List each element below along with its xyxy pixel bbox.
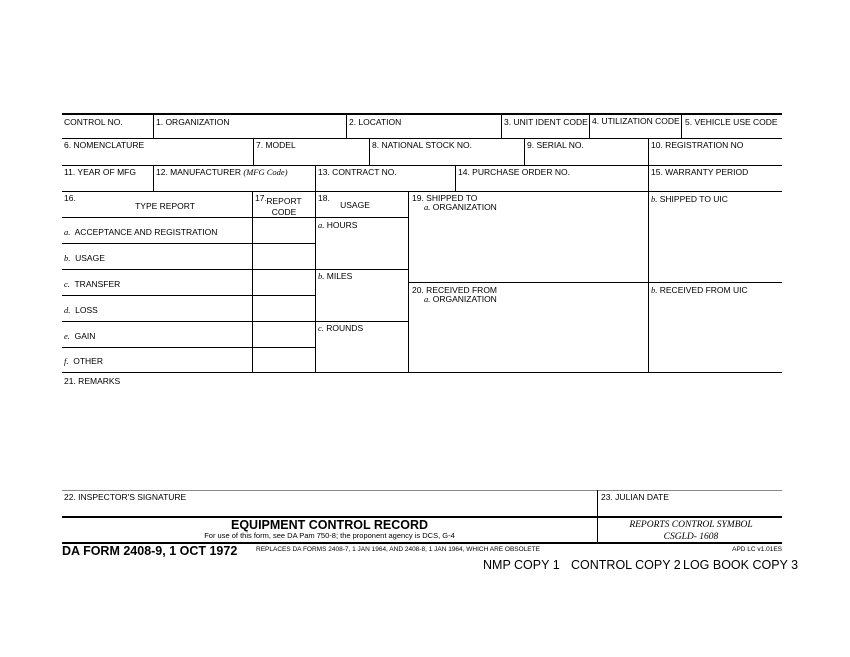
model-field[interactable] <box>254 151 368 164</box>
version-label: APD LC v1.01ES <box>732 546 782 553</box>
control-no-field[interactable] <box>63 127 152 137</box>
received-from-header: 20. RECEIVED FROM <box>412 285 498 295</box>
received-from-organization-label: a. ORGANIZATION <box>424 294 497 304</box>
julian-date-field[interactable] <box>598 503 781 515</box>
miles-field[interactable] <box>316 283 407 320</box>
inspector-signature-field[interactable] <box>63 503 596 515</box>
national-stock-no-field[interactable] <box>370 151 523 164</box>
nomenclature-field[interactable] <box>63 151 252 164</box>
purchase-order-no-label: 14. PURCHASE ORDER NO. <box>458 167 570 177</box>
shipped-to-uic-field[interactable] <box>649 206 781 281</box>
warranty-period-field[interactable] <box>649 178 781 190</box>
received-from-uic-label: b. RECEIVED FROM UIC <box>651 285 748 295</box>
rule <box>62 191 782 192</box>
utilization-code-field[interactable] <box>590 127 680 137</box>
report-code-field[interactable] <box>253 218 314 243</box>
rule <box>62 138 782 139</box>
control-no-label: CONTROL NO. <box>64 117 123 127</box>
report-code-field[interactable] <box>253 244 314 269</box>
utilization-code-label: 4. UTILIZATION CODE <box>592 116 680 126</box>
type-report-row: a. ACCEPTANCE AND REGISTRATION <box>64 227 218 237</box>
julian-date-label: 23. JULIAN DATE <box>601 492 669 502</box>
rule <box>62 165 782 166</box>
type-report-row: b. USAGE <box>64 253 105 263</box>
report-code-field[interactable] <box>253 322 314 347</box>
type-report-row: e. GAIN <box>64 331 96 341</box>
purchase-order-no-field[interactable] <box>456 178 647 190</box>
unit-ident-code-field[interactable] <box>502 127 588 137</box>
serial-no-label: 9. SERIAL NO. <box>527 140 584 150</box>
type-report-row: f. OTHER <box>64 356 103 366</box>
shipped-to-organization-label: a. ORGANIZATION <box>424 202 497 212</box>
hours-label: a. HOURS <box>318 220 358 230</box>
type-report-header: TYPE REPORT <box>135 201 195 211</box>
type-report-row: d. LOSS <box>64 305 98 315</box>
shipped-to-header: 19. SHIPPED TO <box>412 193 478 203</box>
remarks-field[interactable] <box>63 388 781 488</box>
shipped-to-organization-field[interactable] <box>409 214 647 281</box>
hours-field[interactable] <box>316 232 407 268</box>
copy-label-control: CONTROL COPY 2 <box>571 558 681 572</box>
rule <box>62 269 408 270</box>
shipped-to-uic-label: b. SHIPPED TO UIC <box>651 194 728 204</box>
report-code-field[interactable] <box>253 348 314 372</box>
contract-no-label: 13. CONTRACT NO. <box>318 167 397 177</box>
contract-no-field[interactable] <box>316 178 454 190</box>
remarks-label: 21. REMARKS <box>64 376 121 386</box>
type-report-row: c. TRANSFER <box>64 279 121 289</box>
nomenclature-label: 6. NOMENCLATURE <box>64 140 145 150</box>
form-subtitle: For use of this form, see DA Pam 750-8; the proponent agency is DCS, G-4 <box>204 531 455 540</box>
copy-label-nmp: NMP COPY 1 <box>483 558 560 572</box>
location-field[interactable] <box>347 127 500 137</box>
model-label: 7. MODEL <box>256 140 296 150</box>
rounds-field[interactable] <box>316 335 407 372</box>
rule <box>62 217 408 218</box>
top-border <box>62 113 782 115</box>
reports-control-symbol: REPORTS CONTROL SYMBOL <box>629 520 753 530</box>
block18-number: 18. <box>318 193 330 203</box>
received-from-organization-field[interactable] <box>409 306 647 372</box>
copy-label-log-book: LOG BOOK COPY 3 <box>683 558 799 572</box>
serial-no-field[interactable] <box>525 151 647 164</box>
warranty-period-label: 15. WARRANTY PERIOD <box>651 167 749 177</box>
registration-no-label: 10. REGISTRATION NO <box>651 140 744 150</box>
block17-number: 17. <box>255 193 267 203</box>
organization-field[interactable] <box>154 127 345 137</box>
rule <box>408 282 782 283</box>
location-label: 2. LOCATION <box>349 117 402 127</box>
report-code-header-line2: CODE <box>271 207 297 217</box>
manufacturer-label: 12. MANUFACTURER (MFG Code) <box>156 167 288 177</box>
manufacturer-note: (MFG Code) <box>243 167 288 177</box>
usage-header: USAGE <box>340 200 370 210</box>
manufacturer-field[interactable] <box>154 178 314 190</box>
rule <box>62 372 782 373</box>
vehicle-use-code-label: 5. VEHICLE USE CODE <box>685 117 778 127</box>
report-code-field[interactable] <box>253 296 314 321</box>
rule <box>597 517 598 543</box>
form-title: EQUIPMENT CONTROL RECORD <box>231 518 428 532</box>
unit-ident-code-label: 3. UNIT IDENT CODE <box>504 117 588 127</box>
rounds-label: c. ROUNDS <box>318 323 364 333</box>
year-of-mfg-field[interactable] <box>63 178 152 190</box>
registration-no-field[interactable] <box>649 151 781 164</box>
rule <box>62 321 408 322</box>
reports-control-symbol-code: CSGLD- 1608 <box>663 532 719 542</box>
rule <box>62 490 782 491</box>
inspector-signature-label: 22. INSPECTOR'S SIGNATURE <box>64 492 187 502</box>
block16-number: 16. <box>64 193 76 203</box>
organization-label: 1. ORGANIZATION <box>156 117 230 127</box>
report-code-header-line1: REPORT <box>266 196 302 206</box>
form-number: DA FORM 2408-9, 1 OCT 1972 <box>62 544 238 558</box>
year-of-mfg-label: 11. YEAR OF MFG <box>64 167 136 177</box>
replaces-notice: REPLACES DA FORMS 2408-7, 1 JAN 1964, AND 2408-8, 1 JAN 1964, WHICH ARE OBSOLETE <box>256 546 540 553</box>
national-stock-no-label: 8. NATIONAL STOCK NO. <box>372 140 472 150</box>
report-code-field[interactable] <box>253 270 314 295</box>
received-from-uic-field[interactable] <box>649 297 781 372</box>
miles-label: b. MILES <box>318 271 353 281</box>
vehicle-use-code-field[interactable] <box>682 127 781 137</box>
